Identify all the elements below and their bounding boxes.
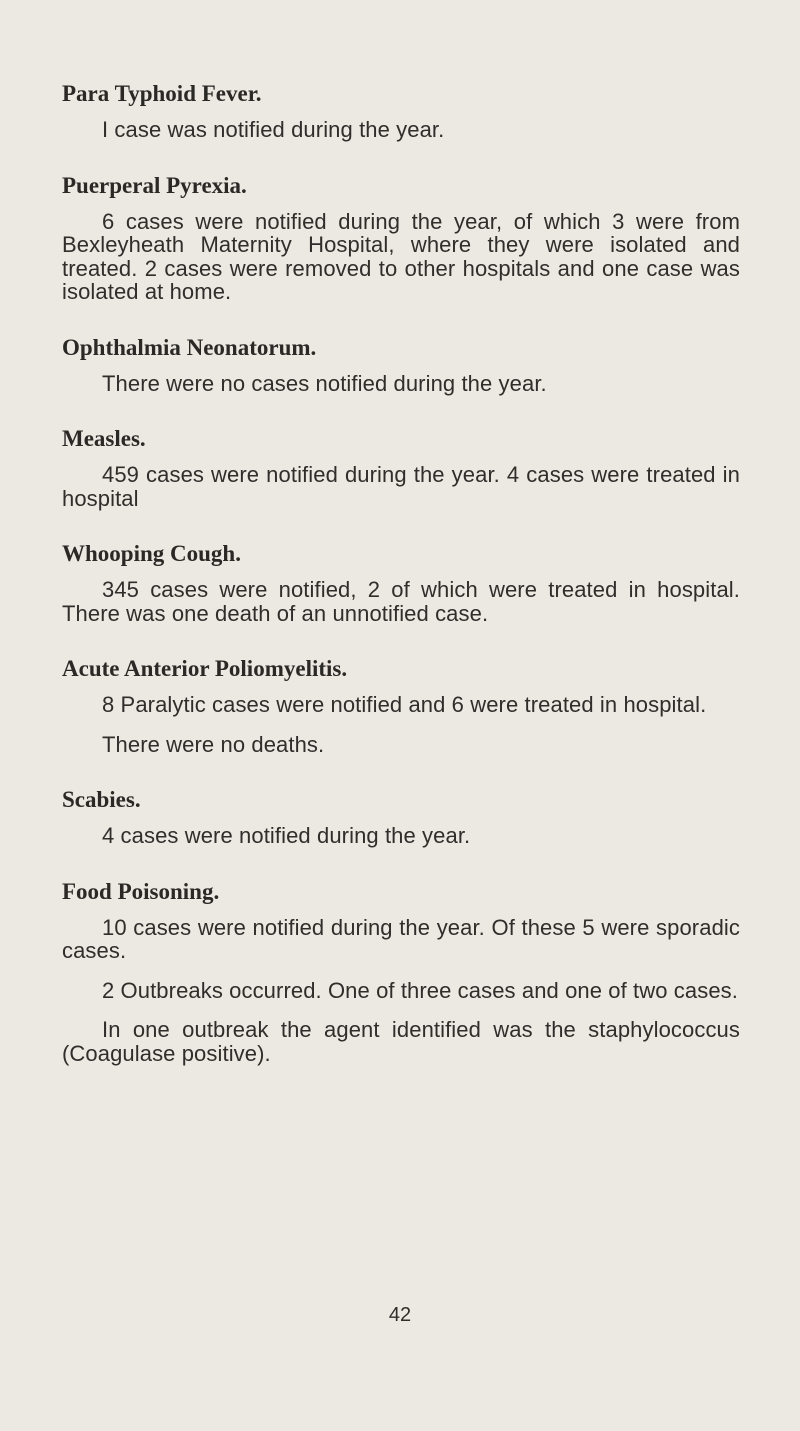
section-para-typhoid-fever: [62, 80, 740, 142]
section-ophthalmia-neonatorum: [62, 334, 740, 396]
section-heading: Measles.: [62, 426, 146, 451]
section-heading: Whooping Cough.: [62, 541, 241, 566]
section-paragraph: 10 cases were notified during the year. Of these 5 were sporadic cases.: [62, 914, 740, 963]
section-paragraph: There were no cases notified during the year.: [102, 370, 547, 396]
section-paragraph: 345 cases were notified, 2 of which were treated in hospital. There was one death of an unnotified case.: [62, 577, 740, 626]
section-paragraph: There were no deaths.: [102, 731, 325, 757]
section-scabies: [62, 786, 740, 848]
page-number: 42: [388, 1304, 412, 1326]
section-paragraph: I case was notified during the year.: [102, 117, 445, 142]
section-paragraph: 2 Outbreaks occurred. One of three cases and one of two cases.: [102, 977, 738, 1003]
section-food-poisoning: [62, 878, 740, 1066]
section-whooping-cough: [62, 540, 740, 625]
section-heading: Acute Anterior Poliomyelitis.: [62, 656, 348, 681]
section-acute-anterior-poliomyelitis: [62, 655, 740, 756]
section-paragraph: 459 cases were notified during the year. 4 cases were treated in hospital: [62, 462, 740, 511]
document-body: [62, 80, 740, 1065]
section-paragraph: 4 cases were notified during the year.: [102, 823, 471, 848]
section-measles: [62, 425, 740, 510]
section-heading: Puerperal Pyrexia.: [62, 172, 247, 198]
section-heading: Food Poisoning.: [62, 878, 220, 904]
section-puerperal-pyrexia: [62, 172, 740, 304]
section-heading: Para Typhoid Fever.: [62, 81, 262, 106]
section-paragraph: In one outbreak the agent identified was the staphylococcus (Coagulase positive).: [62, 1017, 740, 1066]
section-heading: Scabies.: [62, 787, 141, 812]
section-paragraph: 6 cases were notified during the year, of which 3 were from Bexleyheath Maternity Hospital, where they were isolated and treated. 2 cases were removed to other hospitals and one case was isolated at home.: [62, 208, 740, 304]
section-paragraph: 8 Paralytic cases were notified and 6 were treated in hospital.: [102, 692, 707, 717]
section-heading: Ophthalmia Neonatorum.: [62, 334, 317, 360]
